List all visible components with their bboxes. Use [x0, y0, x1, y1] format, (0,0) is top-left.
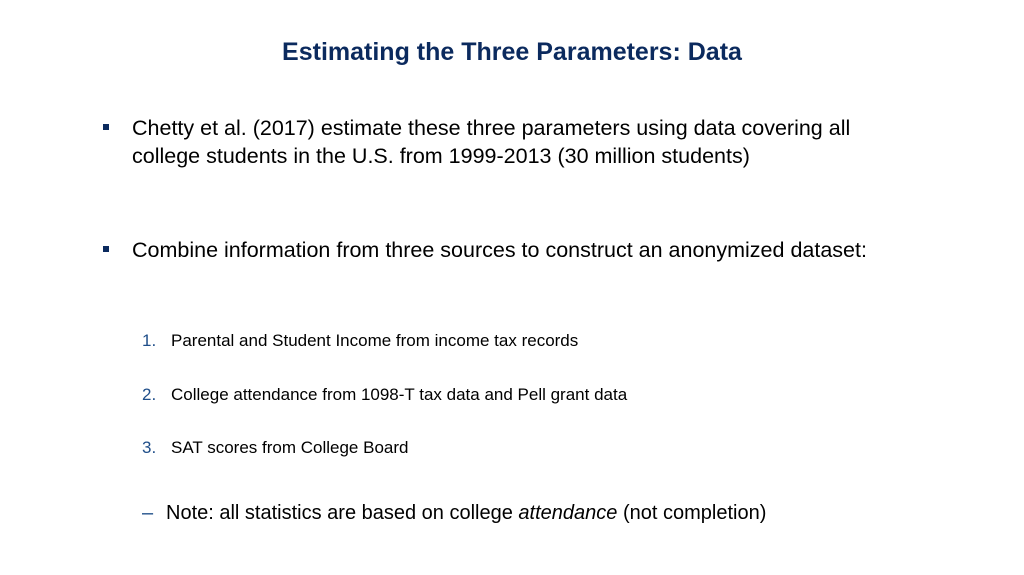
bullet-text: Chetty et al. (2017) estimate these three parameters using data covering all college students in the U.S. from 1999-2013 (30 million students) [132, 116, 851, 168]
note-suffix: (not completion) [617, 502, 767, 524]
bullet-text: Combine information from three sources to construct an anonymized dataset: [132, 238, 867, 262]
slide-title: Estimating the Three Parameters: Data [282, 38, 742, 66]
list-number: 2. [142, 385, 157, 404]
note-emphasis: attendance [518, 502, 618, 524]
square-bullet-icon [103, 124, 109, 130]
note-text [166, 500, 766, 526]
list-number: 3. [142, 438, 157, 457]
list-text: SAT scores from College Board [171, 438, 409, 457]
dash-bullet: – [142, 502, 154, 524]
note-prefix: Note: all statistics are based on college [166, 502, 519, 524]
list-number: 1. [142, 331, 157, 350]
list-text: Parental and Student Income from income tax records [171, 331, 579, 350]
list-text: College attendance from 1098-T tax data and Pell grant data [171, 385, 628, 404]
square-bullet-icon [103, 246, 109, 252]
